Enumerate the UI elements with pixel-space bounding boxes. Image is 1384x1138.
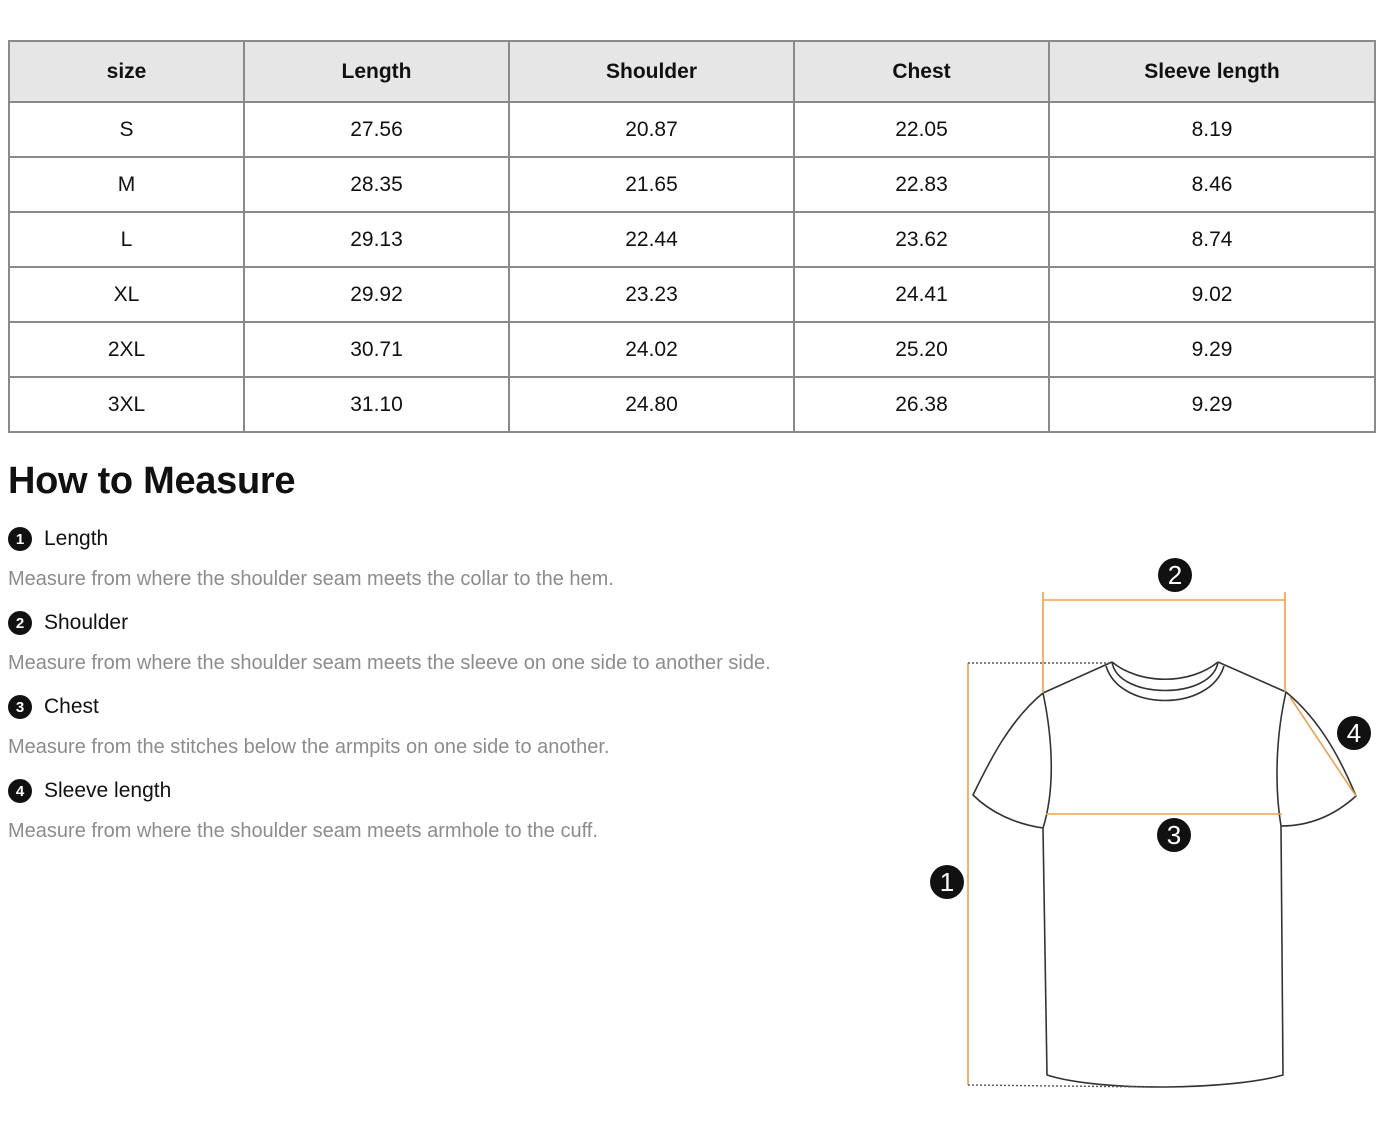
cell-shoulder: 22.44	[509, 212, 794, 267]
cell-length: 30.71	[244, 322, 509, 377]
marker-label: 3	[1166, 820, 1182, 850]
header-length: Length	[244, 41, 509, 102]
step-sleeve-length	[8, 776, 171, 806]
guide-dotted-lines	[968, 663, 1150, 1087]
cell-size: L	[9, 212, 244, 267]
cell-chest: 24.41	[794, 267, 1049, 322]
cell-size: M	[9, 157, 244, 212]
step-number-badge: 2	[8, 611, 32, 635]
table-row	[9, 322, 1375, 377]
cell-sleeve-length: 9.02	[1049, 267, 1375, 322]
step-description: Measure from where the shoulder seam meets the collar to the hem.	[8, 568, 614, 590]
step-number-badge: 4	[8, 779, 32, 803]
size-chart-table	[8, 40, 1376, 433]
cell-sleeve-length: 9.29	[1049, 377, 1375, 432]
marker-length	[930, 865, 964, 899]
cell-shoulder: 24.02	[509, 322, 794, 377]
cell-shoulder: 23.23	[509, 267, 794, 322]
step-chest	[8, 692, 99, 722]
how-to-measure-title: How to Measure	[8, 460, 296, 502]
step-label: Chest	[44, 695, 99, 718]
cell-shoulder: 20.87	[509, 102, 794, 157]
step-number-badge: 1	[8, 527, 32, 551]
cell-shoulder: 21.65	[509, 157, 794, 212]
marker-label: 1	[939, 867, 955, 897]
table-row	[9, 157, 1375, 212]
step-label: Length	[44, 527, 109, 550]
marker-sleeve-length	[1337, 716, 1371, 750]
header-chest: Chest	[794, 41, 1049, 102]
cell-size: XL	[9, 267, 244, 322]
cell-size: 3XL	[9, 377, 244, 432]
cell-length: 29.92	[244, 267, 509, 322]
cell-chest: 25.20	[794, 322, 1049, 377]
header-shoulder: Shoulder	[509, 41, 794, 102]
step-description: Measure from where the shoulder seam meets the sleeve on one side to another side.	[8, 652, 771, 674]
table-row	[9, 212, 1375, 267]
cell-length: 28.35	[244, 157, 509, 212]
cell-chest: 26.38	[794, 377, 1049, 432]
header-sleeve-length: Sleeve length	[1049, 41, 1375, 102]
table-header-row	[9, 41, 1375, 102]
step-description: Measure from the stitches below the armpits on one side to another.	[8, 736, 610, 758]
marker-label: 4	[1346, 718, 1362, 748]
cell-length: 29.13	[244, 212, 509, 267]
tshirt-outline	[973, 662, 1356, 1087]
table-row	[9, 102, 1375, 157]
step-label: Shoulder	[44, 611, 129, 634]
cell-chest: 22.05	[794, 102, 1049, 157]
marker-shoulder	[1158, 558, 1192, 592]
header-size: size	[9, 41, 244, 102]
step-shoulder	[8, 608, 128, 638]
step-number-badge: 3	[8, 695, 32, 719]
tshirt-measurement-diagram	[920, 550, 1380, 1110]
marker-chest	[1157, 818, 1191, 852]
cell-sleeve-length: 8.74	[1049, 212, 1375, 267]
marker-label: 2	[1167, 560, 1183, 590]
cell-length: 31.10	[244, 377, 509, 432]
cell-sleeve-length: 8.19	[1049, 102, 1375, 157]
cell-sleeve-length: 9.29	[1049, 322, 1375, 377]
cell-size: S	[9, 102, 244, 157]
cell-chest: 22.83	[794, 157, 1049, 212]
table-row	[9, 267, 1375, 322]
cell-length: 27.56	[244, 102, 509, 157]
table-row	[9, 377, 1375, 432]
cell-sleeve-length: 8.46	[1049, 157, 1375, 212]
cell-shoulder: 24.80	[509, 377, 794, 432]
cell-size: 2XL	[9, 322, 244, 377]
step-label: Sleeve length	[44, 779, 172, 802]
cell-chest: 23.62	[794, 212, 1049, 267]
step-length	[8, 524, 108, 554]
step-description: Measure from where the shoulder seam meets armhole to the cuff.	[8, 820, 598, 842]
